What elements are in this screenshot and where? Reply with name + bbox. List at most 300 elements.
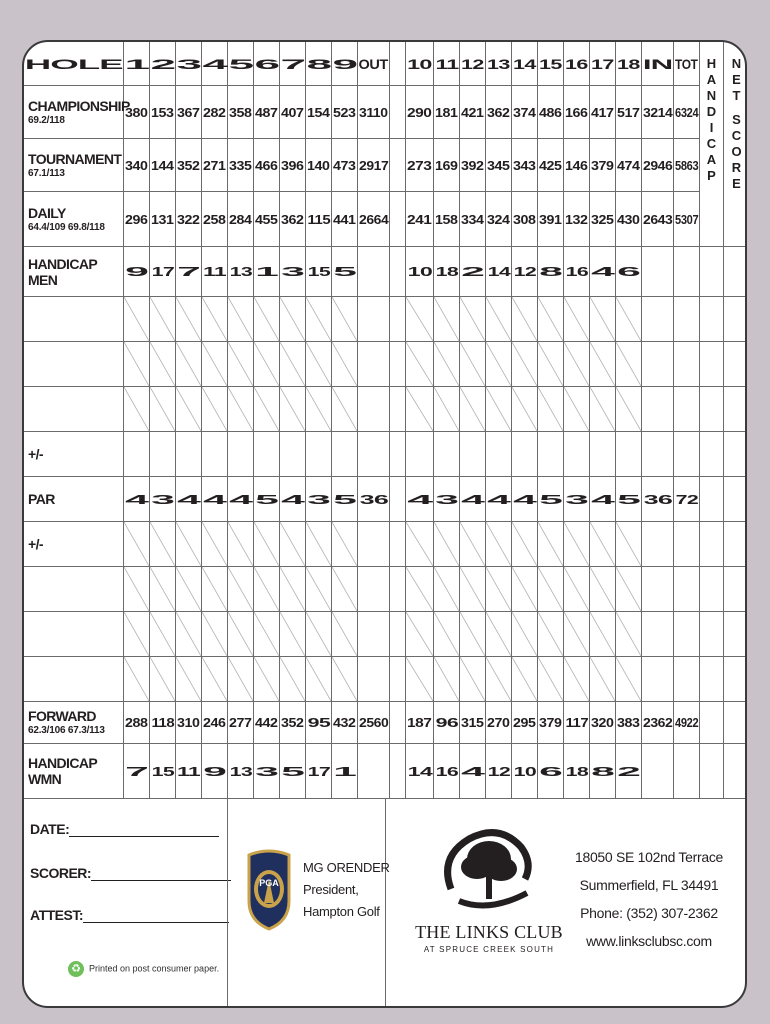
score-entry-cell[interactable] <box>564 657 590 702</box>
score-entry-cell[interactable] <box>280 297 306 342</box>
handicap-entry-cell[interactable] <box>700 477 724 522</box>
score-entry-cell[interactable] <box>590 387 616 432</box>
score-entry-cell[interactable] <box>538 567 564 612</box>
handicap-entry-cell[interactable] <box>700 612 724 657</box>
net-score-entry-cell[interactable] <box>724 297 747 342</box>
score-entry-cell[interactable] <box>434 612 460 657</box>
row-rating: 69.2/118 <box>28 114 65 126</box>
net-score-entry-cell[interactable] <box>724 387 747 432</box>
score-entry-cell[interactable] <box>228 612 254 657</box>
out-total: 2664 <box>358 192 390 247</box>
row-name: TOURNAMENT <box>28 150 122 167</box>
score-entry-cell[interactable] <box>486 342 512 387</box>
out-total <box>358 247 390 297</box>
handicap-entry-cell[interactable] <box>700 247 724 297</box>
score-entry-cell[interactable] <box>254 297 280 342</box>
score-entry-cell[interactable] <box>254 567 280 612</box>
hole-value: 392 <box>460 139 486 192</box>
handicap-entry-cell[interactable] <box>700 567 724 612</box>
row-name: FORWARD <box>28 708 96 724</box>
out-total <box>358 744 390 799</box>
score-entry-cell[interactable] <box>306 342 332 387</box>
hole-value: 5 <box>254 477 280 522</box>
score-entry-cell[interactable] <box>512 432 538 477</box>
in-entry-cell[interactable] <box>642 297 674 342</box>
hole-value: 288 <box>124 702 150 744</box>
score-entry-cell[interactable] <box>590 567 616 612</box>
hole-value: 11 <box>202 247 228 297</box>
score-entry-cell[interactable] <box>434 387 460 432</box>
net-score-entry-cell[interactable] <box>724 612 747 657</box>
score-entry-cell[interactable] <box>460 612 486 657</box>
tot-entry-cell[interactable] <box>674 657 700 702</box>
score-entry-cell[interactable] <box>460 522 486 567</box>
scorecard <box>22 40 747 1008</box>
score-entry-cell[interactable] <box>434 432 460 477</box>
score-entry-cell[interactable] <box>616 432 642 477</box>
handicap-letter: D <box>706 104 717 119</box>
in-entry-cell[interactable] <box>642 387 674 432</box>
out-entry-cell[interactable] <box>358 342 390 387</box>
handicap-entry-cell[interactable] <box>700 387 724 432</box>
score-entry-cell[interactable] <box>202 297 228 342</box>
score-entry-cell[interactable] <box>564 342 590 387</box>
tot-entry-cell[interactable] <box>674 522 700 567</box>
score-entry-cell[interactable] <box>512 612 538 657</box>
score-entry-cell[interactable] <box>254 612 280 657</box>
score-entry-cell[interactable] <box>590 297 616 342</box>
score-entry-cell[interactable] <box>434 342 460 387</box>
net-score-entry-cell[interactable] <box>724 342 747 387</box>
score-entry-cell[interactable] <box>460 297 486 342</box>
hole-value: 16 <box>564 247 590 297</box>
score-entry-cell[interactable] <box>486 567 512 612</box>
hole-value: 258 <box>202 192 228 247</box>
score-entry-cell[interactable] <box>176 432 202 477</box>
score-entry-cell[interactable] <box>564 567 590 612</box>
score-entry-cell[interactable] <box>150 387 176 432</box>
in-total: 2643 <box>642 192 674 247</box>
in-total <box>642 744 674 799</box>
score-entry-cell[interactable] <box>176 297 202 342</box>
hole-value: 367 <box>176 86 202 139</box>
hole-value: 324 <box>486 192 512 247</box>
president-name: MG ORENDER <box>303 860 390 875</box>
score-entry-cell[interactable] <box>616 297 642 342</box>
hole-value: 430 <box>616 192 642 247</box>
handicap-entry-cell[interactable] <box>700 744 724 799</box>
score-entry-cell[interactable] <box>564 297 590 342</box>
row-label-handicap-men <box>24 247 124 297</box>
score-entry-cell[interactable] <box>590 342 616 387</box>
score-entry-cell[interactable] <box>202 567 228 612</box>
in-entry-cell[interactable] <box>642 432 674 477</box>
score-entry-cell[interactable] <box>332 432 358 477</box>
hole-value: 362 <box>486 86 512 139</box>
hole-value: 523 <box>332 86 358 139</box>
tot-entry-cell[interactable] <box>674 567 700 612</box>
column-gap <box>390 387 406 432</box>
score-entry-cell[interactable] <box>254 342 280 387</box>
tot-entry-cell[interactable] <box>674 342 700 387</box>
score-entry-cell[interactable] <box>406 612 434 657</box>
score-entry-cell[interactable] <box>150 432 176 477</box>
score-entry-cell[interactable] <box>332 612 358 657</box>
score-entry-cell[interactable] <box>616 387 642 432</box>
score-entry-cell[interactable] <box>176 342 202 387</box>
net-score-entry-cell[interactable] <box>724 432 747 477</box>
handicap-entry-cell[interactable] <box>700 702 724 744</box>
in-entry-cell[interactable] <box>642 522 674 567</box>
score-entry-cell[interactable] <box>228 432 254 477</box>
score-entry-cell[interactable] <box>512 567 538 612</box>
score-entry-cell[interactable] <box>306 567 332 612</box>
score-entry-cell[interactable] <box>590 432 616 477</box>
score-entry-cell[interactable] <box>280 522 306 567</box>
hole-value: 358 <box>228 86 254 139</box>
hole-value: 334 <box>460 192 486 247</box>
score-entry-cell[interactable] <box>254 522 280 567</box>
row-label-blank[interactable] <box>24 567 124 612</box>
in-entry-cell[interactable] <box>642 342 674 387</box>
score-entry-cell[interactable] <box>406 657 434 702</box>
score-entry-cell[interactable] <box>280 342 306 387</box>
hole-value: 335 <box>228 139 254 192</box>
score-entry-cell[interactable] <box>176 522 202 567</box>
tot-entry-cell[interactable] <box>674 387 700 432</box>
score-entry-cell[interactable] <box>124 657 150 702</box>
score-entry-cell[interactable] <box>406 387 434 432</box>
hole-value: 380 <box>124 86 150 139</box>
score-entry-cell[interactable] <box>616 657 642 702</box>
attest-field[interactable] <box>30 907 229 923</box>
score-entry-cell[interactable] <box>460 657 486 702</box>
score-entry-cell[interactable] <box>332 342 358 387</box>
score-entry-cell[interactable] <box>616 342 642 387</box>
score-entry-cell[interactable] <box>538 432 564 477</box>
hole-value: 466 <box>254 139 280 192</box>
handicap-entry-cell[interactable] <box>700 297 724 342</box>
out-entry-cell[interactable] <box>358 657 390 702</box>
club-address <box>564 843 734 955</box>
in-entry-cell[interactable] <box>642 612 674 657</box>
score-entry-cell[interactable] <box>176 567 202 612</box>
score-entry-cell[interactable] <box>306 522 332 567</box>
score-entry-cell[interactable] <box>434 567 460 612</box>
score-entry-cell[interactable] <box>280 567 306 612</box>
score-entry-cell[interactable] <box>486 657 512 702</box>
hole-number: 4 <box>202 42 228 86</box>
score-entry-cell[interactable] <box>202 387 228 432</box>
score-entry-cell[interactable] <box>202 657 228 702</box>
grand-total <box>674 247 700 297</box>
address-website[interactable]: www.linksclubsc.com <box>586 933 712 949</box>
hole-number: 9 <box>332 42 358 86</box>
score-entry-cell[interactable] <box>616 567 642 612</box>
hole-value: 181 <box>434 86 460 139</box>
score-entry-cell[interactable] <box>486 612 512 657</box>
score-entry-cell[interactable] <box>254 432 280 477</box>
column-gap <box>390 612 406 657</box>
score-entry-cell[interactable] <box>538 387 564 432</box>
row-name: PAR <box>28 491 55 507</box>
date-field[interactable] <box>30 821 219 837</box>
score-entry-cell[interactable] <box>486 522 512 567</box>
hole-value: 4 <box>512 477 538 522</box>
pga-logo-text: PGA <box>259 878 279 888</box>
hole-value: 379 <box>538 702 564 744</box>
score-entry-cell[interactable] <box>538 297 564 342</box>
in-entry-cell[interactable] <box>642 657 674 702</box>
score-entry-cell[interactable] <box>150 522 176 567</box>
hole-value: 140 <box>306 139 332 192</box>
score-entry-cell[interactable] <box>306 432 332 477</box>
score-entry-cell[interactable] <box>434 297 460 342</box>
score-entry-cell[interactable] <box>306 387 332 432</box>
score-entry-cell[interactable] <box>176 387 202 432</box>
net-score-entry-cell[interactable] <box>724 522 747 567</box>
score-entry-cell[interactable] <box>228 387 254 432</box>
hole-number: 15 <box>538 42 564 86</box>
address-phone: Phone: (352) 307-2362 <box>580 905 718 921</box>
score-entry-cell[interactable] <box>280 657 306 702</box>
score-entry-cell[interactable] <box>124 432 150 477</box>
row-label-blank[interactable] <box>24 342 124 387</box>
score-entry-cell[interactable] <box>280 612 306 657</box>
hole-value: 144 <box>150 139 176 192</box>
hole-number: 6 <box>254 42 280 86</box>
score-entry-cell[interactable] <box>460 432 486 477</box>
hole-value: 3 <box>150 477 176 522</box>
net-score-entry-cell[interactable] <box>724 657 747 702</box>
score-entry-cell[interactable] <box>512 387 538 432</box>
hole-value: 14 <box>406 744 434 799</box>
score-entry-cell[interactable] <box>332 567 358 612</box>
score-entry-cell[interactable] <box>176 657 202 702</box>
hole-value: 4 <box>590 477 616 522</box>
out-entry-cell[interactable] <box>358 567 390 612</box>
score-entry-cell[interactable] <box>254 657 280 702</box>
score-entry-cell[interactable] <box>406 297 434 342</box>
score-entry-cell[interactable] <box>564 612 590 657</box>
score-entry-cell[interactable] <box>332 657 358 702</box>
hole-value: 131 <box>150 192 176 247</box>
net-score-letter: T <box>732 88 741 103</box>
score-entry-cell[interactable] <box>590 612 616 657</box>
score-entry-cell[interactable] <box>124 297 150 342</box>
tot-entry-cell[interactable] <box>674 612 700 657</box>
score-entry-cell[interactable] <box>306 297 332 342</box>
hole-value: 474 <box>616 139 642 192</box>
net-score-entry-cell[interactable] <box>724 567 747 612</box>
score-entry-cell[interactable] <box>228 522 254 567</box>
recycled-note <box>68 961 219 977</box>
hole-number: 14 <box>512 42 538 86</box>
hole-value: 16 <box>434 744 460 799</box>
score-entry-cell[interactable] <box>280 432 306 477</box>
row-label-blank[interactable] <box>24 657 124 702</box>
score-entry-cell[interactable] <box>124 612 150 657</box>
score-entry-cell[interactable] <box>306 657 332 702</box>
score-entry-cell[interactable] <box>228 342 254 387</box>
column-gap <box>390 702 406 744</box>
out-entry-cell[interactable] <box>358 522 390 567</box>
row-label-blank[interactable] <box>24 297 124 342</box>
score-entry-cell[interactable] <box>150 567 176 612</box>
row-name: CHAMPIONSHIP <box>28 97 130 114</box>
score-entry-cell[interactable] <box>406 567 434 612</box>
score-entry-cell[interactable] <box>460 387 486 432</box>
net-score-entry-cell[interactable] <box>724 247 747 297</box>
score-entry-cell[interactable] <box>202 432 228 477</box>
score-entry-cell[interactable] <box>538 612 564 657</box>
hole-value: 374 <box>512 86 538 139</box>
club-subtitle: AT SPRUCE CREEK SOUTH <box>423 945 555 954</box>
hole-value: 270 <box>486 702 512 744</box>
footer-divider <box>227 799 228 1008</box>
score-entry-cell[interactable] <box>202 522 228 567</box>
hole-value: 417 <box>590 86 616 139</box>
score-entry-cell[interactable] <box>150 342 176 387</box>
net-score-letter: S <box>732 112 741 127</box>
score-entry-cell[interactable] <box>332 297 358 342</box>
score-entry-cell[interactable] <box>332 387 358 432</box>
out-entry-cell[interactable] <box>358 297 390 342</box>
hole-header: HOLE <box>24 42 124 86</box>
hole-number: 5 <box>228 42 254 86</box>
score-entry-cell[interactable] <box>512 342 538 387</box>
hole-value: 4 <box>460 477 486 522</box>
hole-value: 169 <box>434 139 460 192</box>
hole-value: 295 <box>512 702 538 744</box>
score-entry-cell[interactable] <box>202 342 228 387</box>
row-label-forward <box>24 702 124 744</box>
score-entry-cell[interactable] <box>124 342 150 387</box>
tot-entry-cell[interactable] <box>674 297 700 342</box>
score-entry-cell[interactable] <box>486 297 512 342</box>
score-entry-cell[interactable] <box>616 612 642 657</box>
handicap-entry-cell[interactable] <box>700 657 724 702</box>
hole-value: 277 <box>228 702 254 744</box>
tot-entry-cell[interactable] <box>674 432 700 477</box>
score-entry-cell[interactable] <box>150 612 176 657</box>
handicap-letter: A <box>706 72 717 87</box>
hole-value: 487 <box>254 86 280 139</box>
in-entry-cell[interactable] <box>642 567 674 612</box>
hole-value: 5 <box>538 477 564 522</box>
out-entry-cell[interactable] <box>358 432 390 477</box>
hole-value: 441 <box>332 192 358 247</box>
hole-value: 15 <box>306 247 332 297</box>
handicap-letter: I <box>709 120 714 135</box>
score-entry-cell[interactable] <box>406 432 434 477</box>
score-entry-cell[interactable] <box>486 432 512 477</box>
score-entry-cell[interactable] <box>434 657 460 702</box>
score-entry-cell[interactable] <box>564 387 590 432</box>
hole-value: 118 <box>150 702 176 744</box>
row-label-par <box>24 477 124 522</box>
score-entry-cell[interactable] <box>486 387 512 432</box>
handicap-entry-cell[interactable] <box>700 342 724 387</box>
score-entry-cell[interactable] <box>332 522 358 567</box>
score-entry-cell[interactable] <box>564 522 590 567</box>
row-label-blank[interactable] <box>24 387 124 432</box>
handicap-column-header <box>700 42 724 247</box>
score-entry-cell[interactable] <box>538 522 564 567</box>
hole-number: 8 <box>306 42 332 86</box>
score-entry-cell[interactable] <box>124 387 150 432</box>
score-entry-cell[interactable] <box>512 297 538 342</box>
score-entry-cell[interactable] <box>202 612 228 657</box>
score-entry-cell[interactable] <box>228 657 254 702</box>
hole-value: 9 <box>124 247 150 297</box>
hole-number: 11 <box>434 42 460 86</box>
net-score-entry-cell[interactable] <box>724 744 747 799</box>
score-entry-cell[interactable] <box>124 522 150 567</box>
score-entry-cell[interactable] <box>564 432 590 477</box>
hole-value: 12 <box>512 247 538 297</box>
net-score-entry-cell[interactable] <box>724 477 747 522</box>
out-entry-cell[interactable] <box>358 612 390 657</box>
handicap-letter: N <box>706 88 717 103</box>
net-score-letter: E <box>732 72 741 87</box>
club-logo <box>404 817 574 954</box>
score-entry-cell[interactable] <box>176 612 202 657</box>
column-gap <box>390 192 406 247</box>
score-entry-cell[interactable] <box>434 522 460 567</box>
score-entry-cell[interactable] <box>124 567 150 612</box>
score-entry-cell[interactable] <box>590 657 616 702</box>
score-entry-cell[interactable] <box>460 567 486 612</box>
score-entry-cell[interactable] <box>254 387 280 432</box>
hole-value: 8 <box>538 247 564 297</box>
column-gap <box>390 432 406 477</box>
out-total: 2560 <box>358 702 390 744</box>
hole-value: 4 <box>280 477 306 522</box>
score-entry-cell[interactable] <box>538 657 564 702</box>
date-label: DATE: <box>30 821 70 837</box>
score-entry-cell[interactable] <box>228 297 254 342</box>
row-label-handicap-wmn <box>24 744 124 799</box>
score-entry-cell[interactable] <box>512 522 538 567</box>
score-entry-cell[interactable] <box>280 387 306 432</box>
handicap-entry-cell[interactable] <box>700 522 724 567</box>
club-name: THE LINKS CLUB <box>415 922 563 942</box>
hole-value: 284 <box>228 192 254 247</box>
out-header: OUT <box>358 42 390 86</box>
net-score-entry-cell[interactable] <box>724 702 747 744</box>
score-entry-cell[interactable] <box>512 657 538 702</box>
score-entry-cell[interactable] <box>150 297 176 342</box>
out-entry-cell[interactable] <box>358 387 390 432</box>
score-entry-cell[interactable] <box>616 522 642 567</box>
score-entry-cell[interactable] <box>406 342 434 387</box>
score-entry-cell[interactable] <box>460 342 486 387</box>
scorer-field[interactable] <box>30 865 231 881</box>
scorer-label: SCORER: <box>30 865 92 881</box>
score-entry-cell[interactable] <box>406 522 434 567</box>
score-entry-cell[interactable] <box>150 657 176 702</box>
score-entry-cell[interactable] <box>228 567 254 612</box>
score-entry-cell[interactable] <box>590 522 616 567</box>
score-entry-cell[interactable] <box>306 612 332 657</box>
handicap-entry-cell[interactable] <box>700 432 724 477</box>
hole-value: 13 <box>228 247 254 297</box>
score-entry-cell[interactable] <box>538 342 564 387</box>
hole-value: 9 <box>202 744 228 799</box>
row-label-blank[interactable] <box>24 612 124 657</box>
hole-value: 7 <box>176 247 202 297</box>
